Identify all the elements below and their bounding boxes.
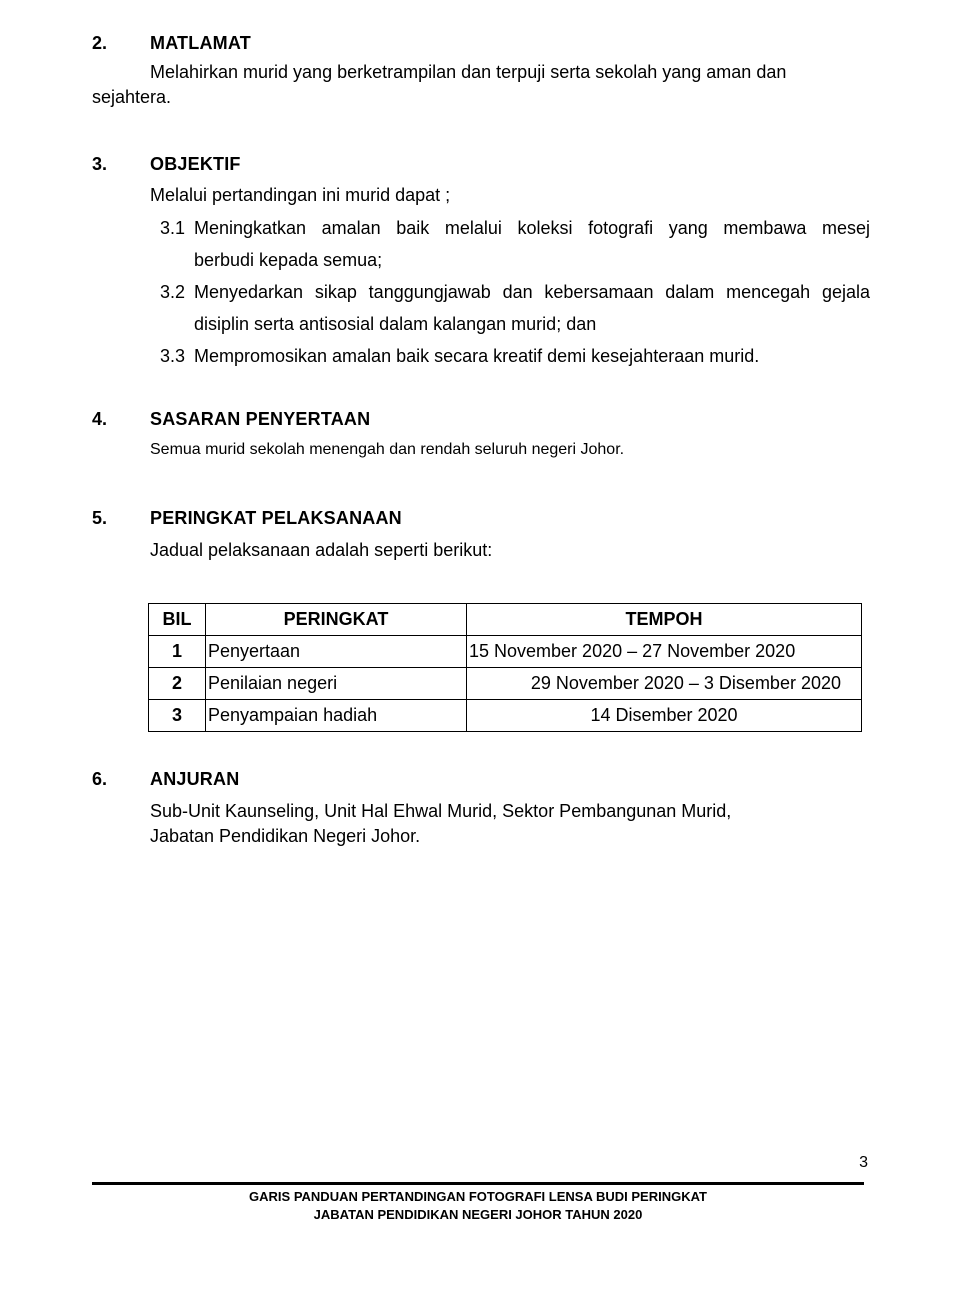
section-title-matlamat: MATLAMAT <box>150 33 251 53</box>
schedule-table <box>148 603 862 732</box>
objective-label: 3.1 <box>160 218 186 238</box>
section-title-objektif: OBJEKTIF <box>150 154 241 174</box>
objective-text-continued: berbudi kepada semua; <box>194 250 383 270</box>
table-header-row <box>149 604 862 636</box>
peringkat-intro: Jadual pelaksanaan adalah seperti berikut: <box>150 540 493 560</box>
cell-bil: 2 <box>149 668 206 700</box>
footer-line2: JABATAN PENDIDIKAN NEGERI JOHOR TAHUN 2020 <box>313 1207 643 1222</box>
table-row <box>149 700 862 732</box>
header-peringkat: PERINGKAT <box>206 604 467 636</box>
objective-item <box>160 340 870 372</box>
matlamat-text-line1: Melahirkan murid yang berketrampilan dan terpuji serta sekolah yang aman dan <box>150 62 787 82</box>
cell-tempoh: 14 Disember 2020 <box>467 700 862 732</box>
cell-bil: 3 <box>149 700 206 732</box>
section-title-sasaran: SASARAN PENYERTAAN <box>150 409 371 429</box>
table-row <box>149 668 862 700</box>
objective-label: 3.3 <box>160 346 186 366</box>
sasaran-text: Semua murid sekolah menengah dan rendah seluruh negeri Johor. <box>150 441 625 458</box>
page-number: 3 <box>859 1154 868 1171</box>
anjuran-text-line1: Sub-Unit Kaunseling, Unit Hal Ehwal Murid, Sektor Pembangunan Murid, <box>150 801 732 821</box>
objective-text: Meningkatkan amalan baik melalui koleksi fotografi yang membawa mesej <box>194 218 870 238</box>
cell-bil: 1 <box>149 636 206 668</box>
objective-list <box>160 212 870 372</box>
objective-label: 3.2 <box>160 282 186 302</box>
cell-peringkat: Penyampaian hadiah <box>206 700 467 732</box>
section-number: 2. <box>92 33 108 53</box>
header-bil: BIL <box>149 604 206 636</box>
anjuran-text-line2: Jabatan Pendidikan Negeri Johor. <box>150 826 421 846</box>
cell-peringkat: Penyertaan <box>206 636 467 668</box>
section-number: 4. <box>92 409 108 429</box>
section-title-peringkat: PERINGKAT PELAKSANAAN <box>150 508 402 528</box>
cell-tempoh: 15 November 2020 – 27 November 2020 <box>467 636 862 668</box>
section-title-anjuran: ANJURAN <box>150 769 240 789</box>
footer-divider <box>92 1182 864 1185</box>
objective-item <box>160 276 870 308</box>
section-number: 5. <box>92 508 108 528</box>
footer-line1: GARIS PANDUAN PERTANDINGAN FOTOGRAFI LENSA BUDI PERINGKAT <box>249 1189 707 1204</box>
objective-item <box>160 212 870 244</box>
objektif-intro: Melalui pertandingan ini murid dapat ; <box>150 185 451 205</box>
objective-text: Mempromosikan amalan baik secara kreatif demi kesejahteraan murid. <box>194 346 760 366</box>
section-number: 6. <box>92 769 108 789</box>
objective-text: Menyedarkan sikap tanggungjawab dan kebersamaan dalam mencegah gejala <box>194 282 870 302</box>
table-row <box>149 636 862 668</box>
objective-text-continued: disiplin serta antisosial dalam kalangan murid; dan <box>194 314 597 334</box>
cell-tempoh: 29 November 2020 – 3 Disember 2020 <box>467 668 862 700</box>
section-number: 3. <box>92 154 108 174</box>
matlamat-text-line2: sejahtera. <box>92 87 172 107</box>
header-tempoh: TEMPOH <box>467 604 862 636</box>
cell-peringkat: Penilaian negeri <box>206 668 467 700</box>
